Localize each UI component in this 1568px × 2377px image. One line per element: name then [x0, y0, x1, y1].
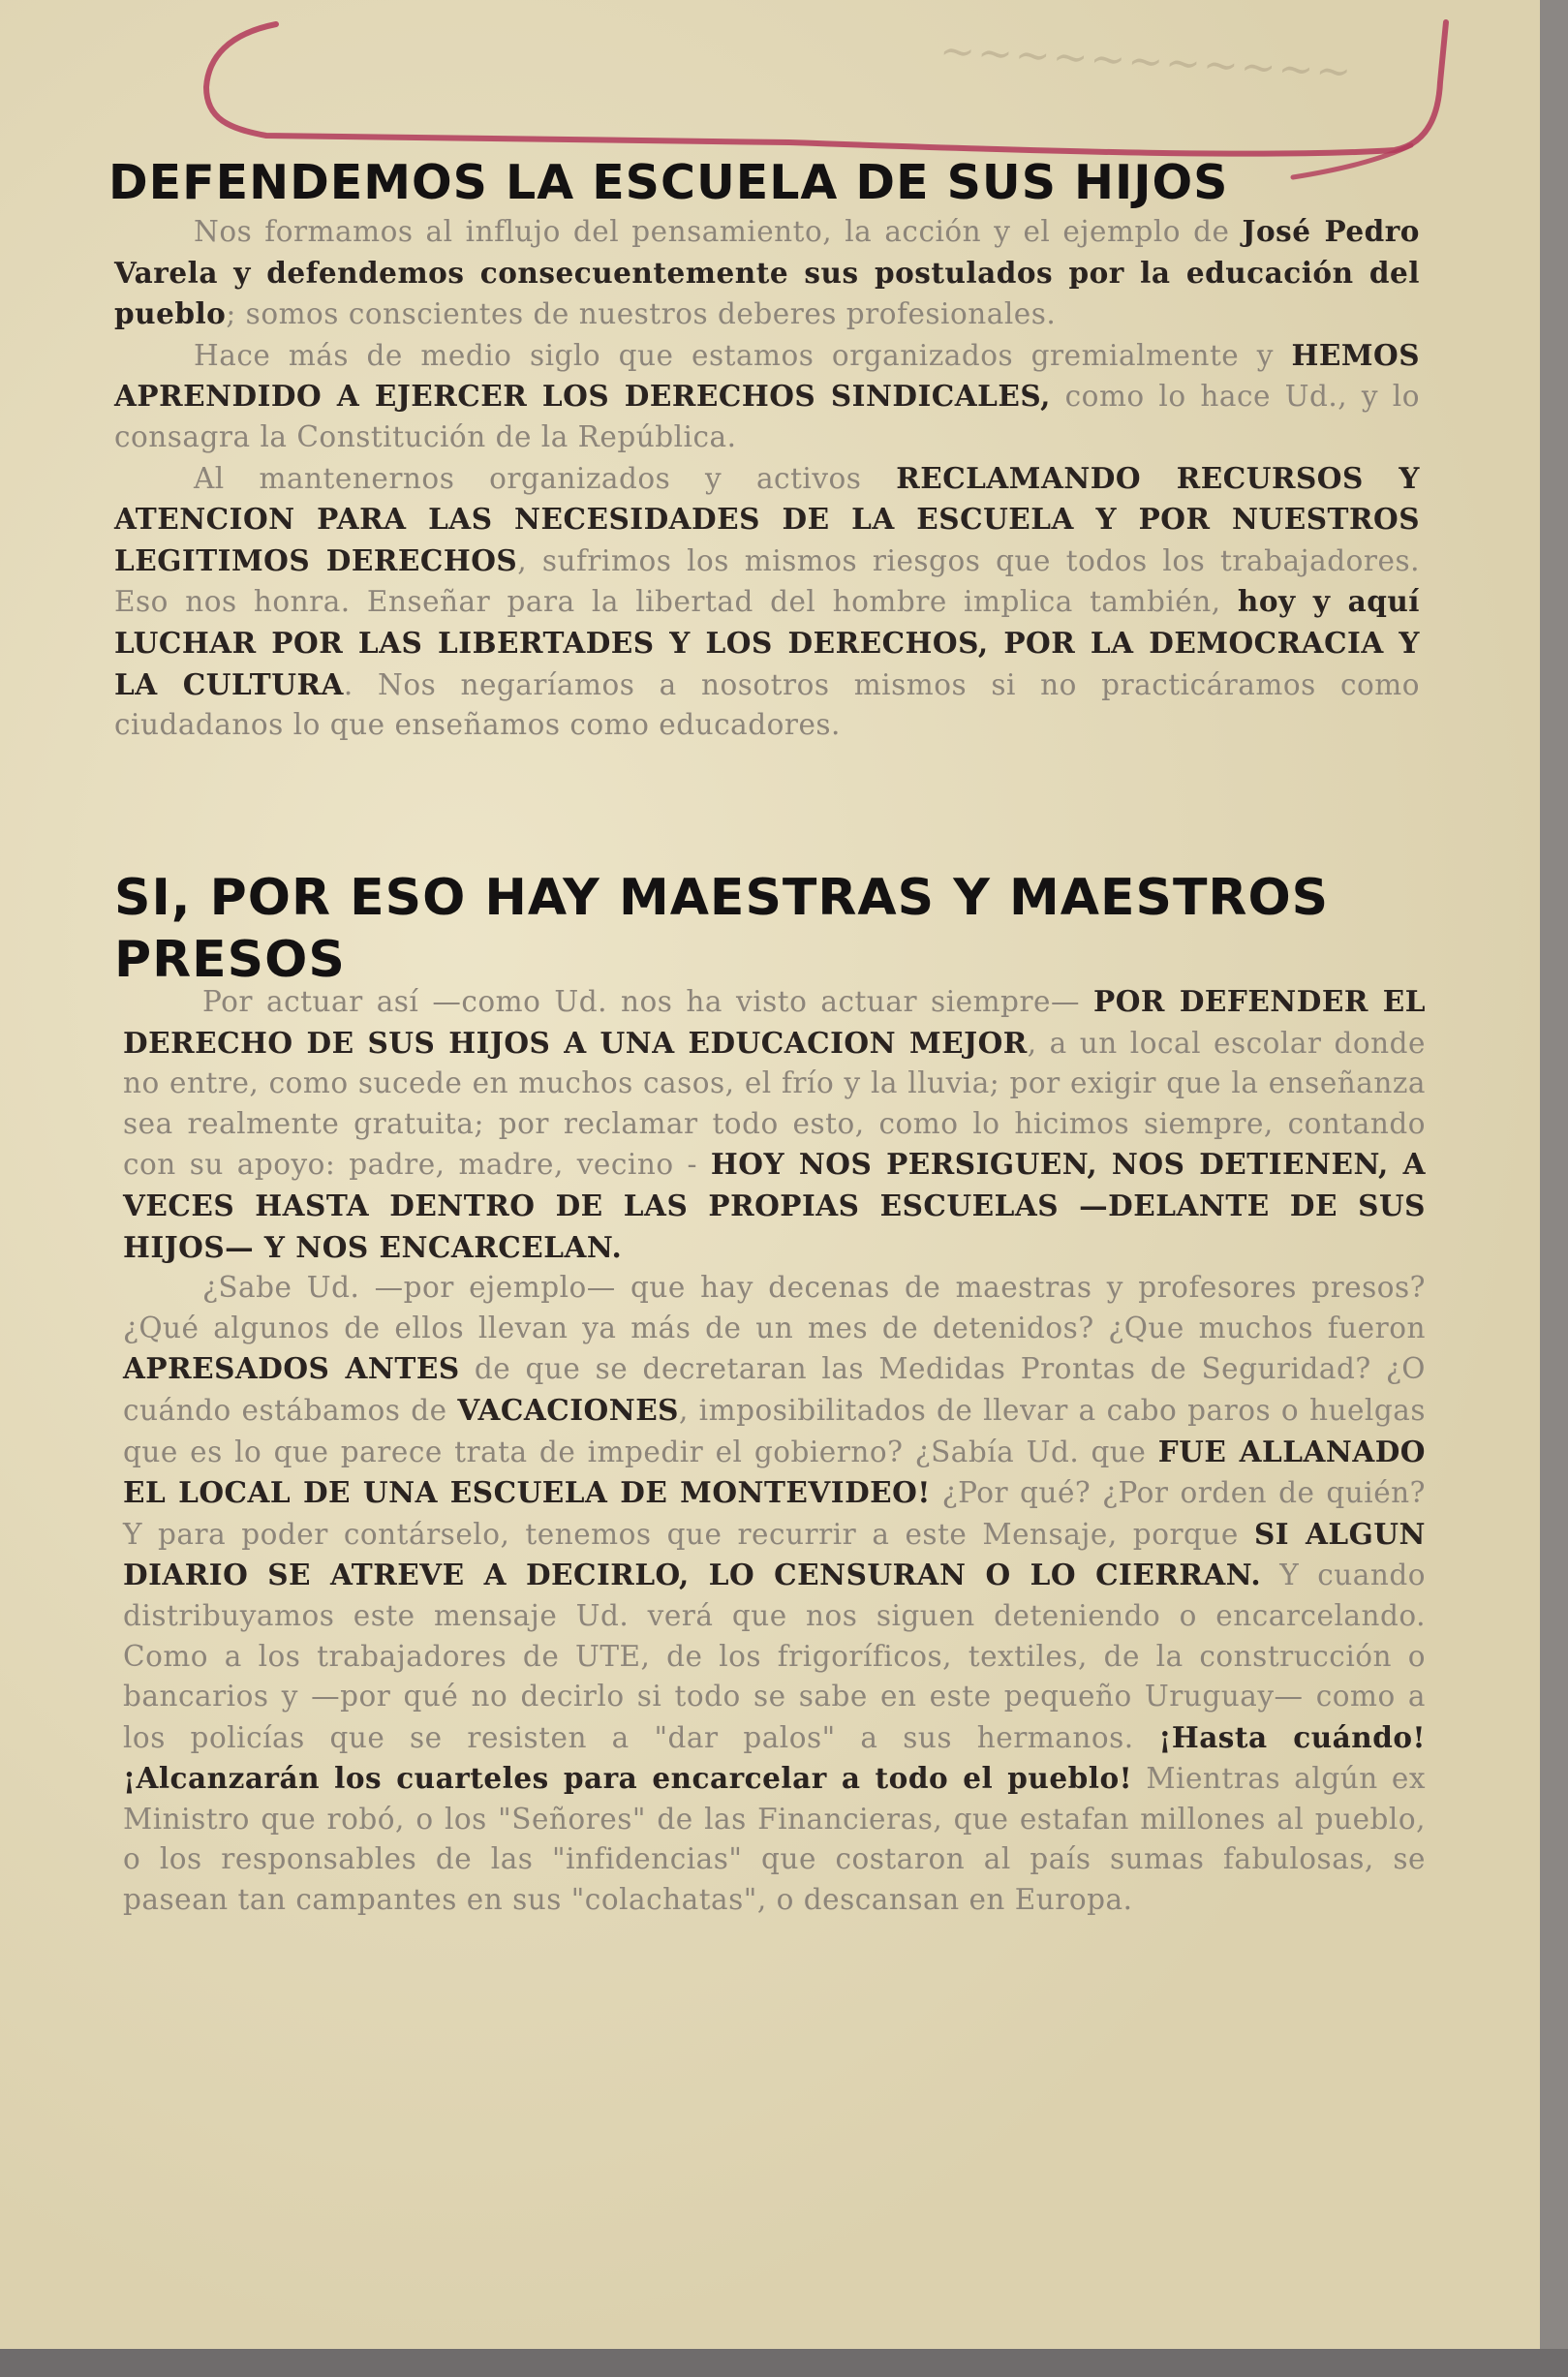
bold-text-run: VACACIONES: [457, 1392, 679, 1427]
text-run: como lo hace Ud., y lo consagra la Constitución de la República.: [114, 380, 1421, 453]
background-edge-bottom: [0, 2349, 1568, 2377]
section-maestros-presos-body: [123, 981, 1426, 1921]
text-run: Y cuando distribuyamos este mensaje Ud. verá que nos siguen deteniendo o encarcelando. Como a los trabajadores de UTE, de los frigoríficos, textiles, de la construcción o bancarios y —por qué no decirlo si todo se sabe en este pequeño Uruguay— como a los policías que se resisten a "dar palos" a sus hermanos.: [123, 1559, 1426, 1754]
text-run: Nos formamos al influjo del pensamiento, la acción y el ejemplo de: [194, 215, 1243, 248]
paragraph: [114, 458, 1420, 746]
bold-text-run: HOY NOS PERSIGUEN, NOS DETIENEN, A VECES HASTA DENTRO DE LAS PROPIAS ESCUELAS —DELANTE DE SUS HIJOS— Y NOS ENCARCELAN.: [123, 1147, 1427, 1264]
bold-text-run: POR DEFENDER EL DERECHO DE SUS HIJOS A UNA EDUCACION MEJOR: [123, 984, 1426, 1060]
text-run: ¿Sabe Ud. —por ejemplo— que hay decenas de maestras y profesores presos? ¿Qué algunos de ellos llevan ya más de un mes de detenidos? ¿Que muchos fueron: [123, 1271, 1426, 1344]
text-run: Por actuar así —como Ud. nos ha visto actuar siempre—: [202, 985, 1094, 1018]
heading-maestros-presos: SI, POR ESO HAY MAESTRAS Y MAESTROS PRESOS: [114, 869, 1330, 989]
text-run: Mientras algún ex Ministro que robó, o los "Señores" de las Financieras, que estafan millones al pueblo, o los responsables de las "infidencias" que costaron al país sumas fabulosas, se pasean tan campantes en sus "colachatas", o descansan en Europa.: [123, 1762, 1426, 1917]
bold-text-run: SI ALGUN DIARIO SE ATREVE A DECIRLO, LO CENSURAN O LO CIERRAN.: [123, 1516, 1426, 1592]
faded-show-through-text: ~~~~~~~~~~~: [938, 25, 1355, 98]
paragraph: [114, 211, 1420, 335]
bold-text-run: RECLAMANDO RECURSOS Y ATENCION PARA LAS NECESIDADES DE LA ESCUELA Y POR NUESTROS LEGITIMOS DERECHOS: [114, 460, 1420, 577]
text-run: de que se decretaran las Medidas Prontas de Seguridad? ¿O cuándo estábamos de: [123, 1352, 1426, 1427]
text-run: , sufrimos los mismos riesgos que todos los trabajadores. Eso nos honra. Enseñar para la libertad del hombre implica también,: [114, 543, 1420, 619]
text-run: ¿Por qué? ¿Por orden de quién? Y para poder contárselo, tenemos que recurrir a este Mensaje, porque: [123, 1476, 1426, 1551]
bold-text-run: APRESADOS ANTES: [123, 1351, 460, 1386]
bold-text-run: FUE ALLANADO EL LOCAL DE UNA ESCUELA DE MONTEVIDEO!: [123, 1434, 1426, 1510]
bold-text-run: José Pedro Varela y defendemos consecuentemente sus postulados por la educación del pueblo: [114, 214, 1420, 331]
paragraph: [123, 981, 1426, 1268]
bold-text-run: hoy y aquí LUCHAR POR LAS LIBERTADES Y LOS DERECHOS, POR LA DEMOCRACIA Y LA CULTURA: [114, 584, 1421, 701]
background-edge-right: [1540, 0, 1568, 2377]
text-run: , a un local escolar donde no entre, como sucede en muchos casos, el frío y la lluvia; por exigir que la enseñanza sea realmente gratuita; por reclamar todo esto, como lo hicimos siempre, contando con su apoyo: padre, madre, vecino -: [123, 1026, 1426, 1182]
text-run: , imposibilitados de llevar a cabo paros o huelgas que es lo que parece trata de impedir el gobierno? ¿Sabía Ud. que: [123, 1393, 1426, 1468]
paragraph: [123, 1268, 1426, 1921]
section-defendemos-body: [114, 211, 1420, 746]
text-run: Hace más de medio siglo que estamos organizados gremialmente y: [194, 338, 1292, 372]
heading-defendemos: DEFENDEMOS LA ESCUELA DE SUS HIJOS: [108, 155, 1229, 210]
paragraph: [114, 335, 1420, 458]
text-run: ; somos conscientes de nuestros deberes profesionales.: [226, 297, 1057, 331]
bold-text-run: HEMOS APRENDIDO A EJERCER LOS DERECHOS SINDICALES,: [114, 337, 1420, 414]
bold-text-run: ¡Hasta cuándo! ¡Alcanzarán los cuarteles para encarcelar a todo el pueblo!: [123, 1719, 1427, 1796]
text-run: Al mantenernos organizados y activos: [194, 461, 897, 495]
text-run: . Nos negaríamos a nosotros mismos si no practicáramos como ciudadanos lo que enseñamos como educadores.: [114, 667, 1420, 742]
